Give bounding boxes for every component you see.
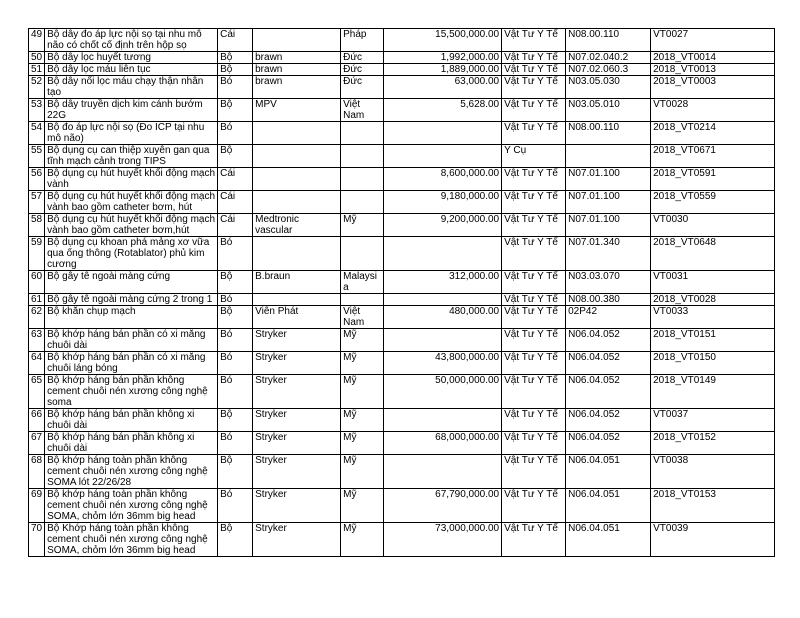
unit-cell: Bộ (218, 64, 253, 76)
table-row (29, 489, 775, 523)
unit-cell: Bó (218, 432, 253, 455)
item-name: Bộ dụng cụ can thiệp xuyên gan qua tĩnh mạch cảnh trong TIPS (45, 145, 218, 168)
code-cell: N03.05.030 (566, 76, 651, 99)
code-cell: N06.04.051 (566, 455, 651, 489)
unit-cell: Bó (218, 76, 253, 99)
category-cell: Vật Tư Y Tế (502, 489, 566, 523)
row-number: 66 (29, 409, 45, 432)
supply-table (28, 28, 775, 557)
origin-cell: Mỹ (341, 352, 384, 375)
category-cell: Vật Tư Y Tế (502, 122, 566, 145)
vt-code-cell: VT0033 (651, 306, 775, 329)
table-row (29, 76, 775, 99)
row-number: 59 (29, 237, 45, 271)
brand-cell: Stryker (253, 352, 341, 375)
code-cell: N06.04.051 (566, 489, 651, 523)
unit-cell: Cái (218, 168, 253, 191)
item-name: Bộ đo áp lực nội sọ (Đo ICP tại nhu mô não) (45, 122, 218, 145)
brand-cell: B.braun (253, 271, 341, 294)
origin-cell: Mỹ (341, 329, 384, 352)
table-row (29, 352, 775, 375)
row-number: 56 (29, 168, 45, 191)
category-cell: Vật Tư Y Tế (502, 271, 566, 294)
brand-cell: Stryker (253, 432, 341, 455)
origin-cell: Đức (341, 64, 384, 76)
row-number: 61 (29, 294, 45, 306)
table-row (29, 29, 775, 52)
code-cell: N03.03.070 (566, 271, 651, 294)
category-cell: Vật Tư Y Tế (502, 329, 566, 352)
category-cell: Vật Tư Y Tế (502, 455, 566, 489)
item-name: Bộ dụng cụ hút huyết khối động mạch vành (45, 168, 218, 191)
table-row (29, 271, 775, 294)
table-row (29, 214, 775, 237)
table-row (29, 432, 775, 455)
category-cell: Vật Tư Y Tế (502, 409, 566, 432)
price-cell (384, 455, 502, 489)
vt-code-cell: 2018_VT0028 (651, 294, 775, 306)
origin-cell: Mỹ (341, 455, 384, 489)
vt-code-cell: 2018_VT0151 (651, 329, 775, 352)
table-row (29, 306, 775, 329)
vt-code-cell: 2018_VT0591 (651, 168, 775, 191)
price-cell: 67,790,000.00 (384, 489, 502, 523)
unit-cell: Bộ (218, 145, 253, 168)
brand-cell: Stryker (253, 329, 341, 352)
row-number: 63 (29, 329, 45, 352)
vt-code-cell: 2018_VT0671 (651, 145, 775, 168)
row-number: 68 (29, 455, 45, 489)
table-row (29, 168, 775, 191)
origin-cell: Mỹ (341, 214, 384, 237)
category-cell: Vật Tư Y Tế (502, 76, 566, 99)
category-cell: Vật Tư Y Tế (502, 52, 566, 64)
unit-cell: Cái (218, 214, 253, 237)
category-cell: Vật Tư Y Tế (502, 191, 566, 214)
item-name: Bộ Khớp háng toàn phần không cement chuôi nén xương công nghệ SOMA, chỏm lớn 36mm big head (45, 523, 218, 557)
table-row (29, 294, 775, 306)
price-cell: 8,600,000.00 (384, 168, 502, 191)
item-name: Bộ khớp háng bán phần không xi chuôi dài (45, 409, 218, 432)
code-cell: N06.04.051 (566, 523, 651, 557)
category-cell: Vật Tư Y Tế (502, 523, 566, 557)
table-row (29, 64, 775, 76)
origin-cell: Malaysi a (341, 271, 384, 294)
vt-code-cell: VT0031 (651, 271, 775, 294)
category-cell: Vật Tư Y Tế (502, 294, 566, 306)
code-cell: N08.00.110 (566, 29, 651, 52)
table-row (29, 375, 775, 409)
brand-cell: Medtronic vascular (253, 214, 341, 237)
row-number: 62 (29, 306, 45, 329)
vt-code-cell: 2018_VT0003 (651, 76, 775, 99)
price-cell: 9,180,000.00 (384, 191, 502, 214)
vt-code-cell: VT0038 (651, 455, 775, 489)
code-cell: N07.01.100 (566, 214, 651, 237)
origin-cell: Việt Nam (341, 306, 384, 329)
vt-code-cell: VT0027 (651, 29, 775, 52)
code-cell: N06.04.052 (566, 375, 651, 409)
code-cell: N08.00.380 (566, 294, 651, 306)
item-name: Bộ dây nối lọc máu chạy thận nhân tạo (45, 76, 218, 99)
vt-code-cell: 2018_VT0013 (651, 64, 775, 76)
price-cell: 5,628.00 (384, 99, 502, 122)
brand-cell (253, 122, 341, 145)
row-number: 52 (29, 76, 45, 99)
price-cell: 1,889,000.00 (384, 64, 502, 76)
price-cell: 68,000,000.00 (384, 432, 502, 455)
unit-cell: Bó (218, 489, 253, 523)
origin-cell: Việt Nam (341, 99, 384, 122)
price-cell (384, 237, 502, 271)
item-name: Bộ gây tê ngoài màng cứng 2 trong 1 (45, 294, 218, 306)
category-cell: Vật Tư Y Tế (502, 237, 566, 271)
code-cell: N06.04.052 (566, 432, 651, 455)
code-cell: N07.02.060.3 (566, 64, 651, 76)
item-name: Bộ dây lọc máu liên tục (45, 64, 218, 76)
row-number: 70 (29, 523, 45, 557)
item-name: Bộ dây truyền dịch kim cánh bướm 22G (45, 99, 218, 122)
origin-cell (341, 145, 384, 168)
unit-cell: Bộ (218, 409, 253, 432)
item-name: Bộ dụng cụ hút huyết khối động mạch vành bao gồm catheter bơm,hút (45, 214, 218, 237)
item-name: Bộ khớp háng bán phần có xi măng chuôi láng bóng (45, 352, 218, 375)
unit-cell: Bộ (218, 271, 253, 294)
brand-cell: Stryker (253, 455, 341, 489)
brand-cell (253, 237, 341, 271)
vt-code-cell: 2018_VT0648 (651, 237, 775, 271)
code-cell: N06.04.052 (566, 352, 651, 375)
vt-code-cell: 2018_VT0149 (651, 375, 775, 409)
brand-cell: brawn (253, 52, 341, 64)
origin-cell: Mỹ (341, 409, 384, 432)
item-name: Bộ dây lọc huyết tương (45, 52, 218, 64)
code-cell: N06.04.052 (566, 329, 651, 352)
category-cell: Vật Tư Y Tế (502, 29, 566, 52)
category-cell: Vật Tư Y Tế (502, 168, 566, 191)
origin-cell: Đức (341, 52, 384, 64)
table-row (29, 409, 775, 432)
table-row (29, 237, 775, 271)
origin-cell: Đức (341, 76, 384, 99)
price-cell: 73,000,000.00 (384, 523, 502, 557)
unit-cell: Bó (218, 237, 253, 271)
category-cell: Vật Tư Y Tế (502, 432, 566, 455)
vt-code-cell: 2018_VT0152 (651, 432, 775, 455)
brand-cell (253, 191, 341, 214)
code-cell: N07.01.100 (566, 168, 651, 191)
vt-code-cell: VT0028 (651, 99, 775, 122)
brand-cell (253, 168, 341, 191)
row-number: 58 (29, 214, 45, 237)
item-name: Bộ khớp háng bán phần không cement chuôi nén xương công nghệ soma (45, 375, 218, 409)
table-row (29, 99, 775, 122)
unit-cell: Bó (218, 375, 253, 409)
price-cell (384, 329, 502, 352)
price-cell (384, 409, 502, 432)
row-number: 51 (29, 64, 45, 76)
item-name: Bộ dụng cụ hút huyết khối động mạch vành bao gồm catheter bơm, hút (45, 191, 218, 214)
category-cell: Vật Tư Y Tế (502, 214, 566, 237)
origin-cell: Mỹ (341, 375, 384, 409)
row-number: 50 (29, 52, 45, 64)
price-cell (384, 294, 502, 306)
row-number: 60 (29, 271, 45, 294)
origin-cell (341, 294, 384, 306)
vt-code-cell: 2018_VT0559 (651, 191, 775, 214)
price-cell (384, 122, 502, 145)
code-cell: N03.05.010 (566, 99, 651, 122)
table-row (29, 329, 775, 352)
unit-cell: Bó (218, 352, 253, 375)
category-cell: Vật Tư Y Tế (502, 375, 566, 409)
unit-cell: Cái (218, 29, 253, 52)
price-cell: 1,992,000.00 (384, 52, 502, 64)
vt-code-cell: VT0037 (651, 409, 775, 432)
brand-cell: MPV (253, 99, 341, 122)
origin-cell: Mỹ (341, 523, 384, 557)
origin-cell (341, 122, 384, 145)
vt-code-cell: 2018_VT0150 (651, 352, 775, 375)
table-row (29, 523, 775, 557)
item-name: Bộ khớp háng toàn phần không cement chuôi nén xương công nghệ SOMA lót 22/26/28 (45, 455, 218, 489)
brand-cell: brawn (253, 76, 341, 99)
vt-code-cell: 2018_VT0014 (651, 52, 775, 64)
price-cell: 43,800,000.00 (384, 352, 502, 375)
price-cell: 480,000.00 (384, 306, 502, 329)
item-name: Bộ dụng cụ khoan phá mảng xơ vữa qua ống thông (Rotablator) phủ kim cương (45, 237, 218, 271)
unit-cell: Bộ (218, 455, 253, 489)
price-cell: 312,000.00 (384, 271, 502, 294)
unit-cell: Cái (218, 191, 253, 214)
code-cell: N06.04.052 (566, 409, 651, 432)
price-cell: 63,000.00 (384, 76, 502, 99)
price-cell: 9,200,000.00 (384, 214, 502, 237)
unit-cell: Bó (218, 329, 253, 352)
code-cell: N07.02.040.2 (566, 52, 651, 64)
brand-cell: Viên Phát (253, 306, 341, 329)
origin-cell: Mỹ (341, 432, 384, 455)
unit-cell: Bộ (218, 52, 253, 64)
vt-code-cell: VT0030 (651, 214, 775, 237)
row-number: 57 (29, 191, 45, 214)
brand-cell (253, 145, 341, 168)
item-name: Bộ khớp háng toàn phần không cement chuôi nén xương công nghệ SOMA, chỏm lớn 36mm big head (45, 489, 218, 523)
row-number: 53 (29, 99, 45, 122)
unit-cell: Bộ (218, 523, 253, 557)
table-row (29, 122, 775, 145)
code-cell: N07.01.100 (566, 191, 651, 214)
brand-cell: Stryker (253, 409, 341, 432)
code-cell: N07.01.340 (566, 237, 651, 271)
code-cell (566, 145, 651, 168)
table-row (29, 191, 775, 214)
origin-cell (341, 191, 384, 214)
brand-cell: brawn (253, 64, 341, 76)
origin-cell: Mỹ (341, 489, 384, 523)
row-number: 54 (29, 122, 45, 145)
row-number: 64 (29, 352, 45, 375)
category-cell: Vật Tư Y Tế (502, 306, 566, 329)
category-cell: Vật Tư Y Tế (502, 99, 566, 122)
item-name: Bộ khớp háng bán phần không xi chuôi dài (45, 432, 218, 455)
row-number: 65 (29, 375, 45, 409)
item-name: Bộ dây đo áp lực nội sọ tại nhu mô não có chốt cố định trên hộp sọ (45, 29, 218, 52)
unit-cell: Bộ (218, 99, 253, 122)
unit-cell: Bộ (218, 306, 253, 329)
category-cell: Y Cụ (502, 145, 566, 168)
brand-cell (253, 29, 341, 52)
origin-cell (341, 237, 384, 271)
vt-code-cell: 2018_VT0153 (651, 489, 775, 523)
item-name: Bộ khăn chụp mạch (45, 306, 218, 329)
vt-code-cell: VT0039 (651, 523, 775, 557)
row-number: 55 (29, 145, 45, 168)
brand-cell: Stryker (253, 489, 341, 523)
price-cell: 15,500,000.00 (384, 29, 502, 52)
unit-cell: Bó (218, 122, 253, 145)
price-cell (384, 145, 502, 168)
table-row (29, 145, 775, 168)
unit-cell: Bó (218, 294, 253, 306)
category-cell: Vật Tư Y Tế (502, 64, 566, 76)
brand-cell: Stryker (253, 523, 341, 557)
category-cell: Vật Tư Y Tế (502, 352, 566, 375)
row-number: 67 (29, 432, 45, 455)
price-cell: 50,000,000.00 (384, 375, 502, 409)
row-number: 69 (29, 489, 45, 523)
item-name: Bộ gây tê ngoài màng cứng (45, 271, 218, 294)
table-row (29, 52, 775, 64)
brand-cell (253, 294, 341, 306)
code-cell: N08.00.110 (566, 122, 651, 145)
item-name: Bộ khớp háng bán phần có xi măng chuôi dài (45, 329, 218, 352)
vt-code-cell: 2018_VT0214 (651, 122, 775, 145)
origin-cell (341, 168, 384, 191)
brand-cell: Stryker (253, 375, 341, 409)
code-cell: 02P42 (566, 306, 651, 329)
row-number: 49 (29, 29, 45, 52)
origin-cell: Pháp (341, 29, 384, 52)
table-row (29, 455, 775, 489)
